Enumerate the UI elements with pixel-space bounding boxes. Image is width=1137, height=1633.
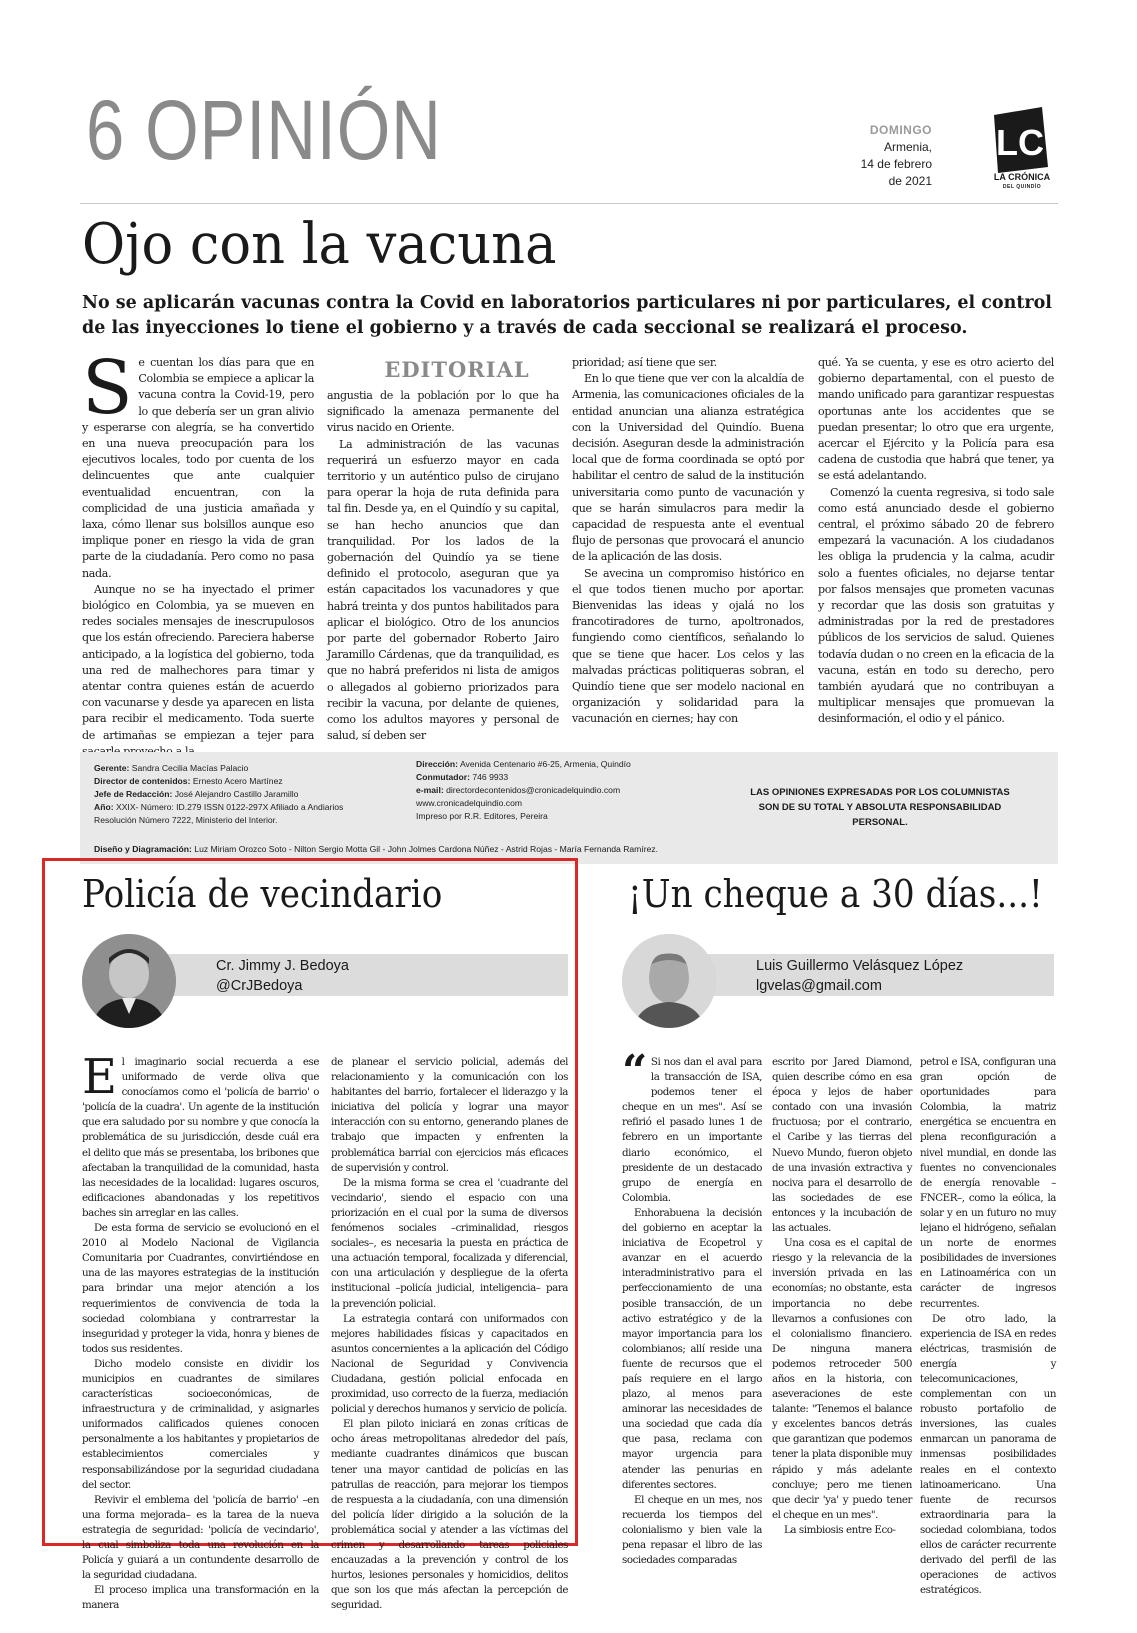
column-left-handle: @CrJBedoya <box>216 978 303 994</box>
column-right-text-2: escrito por Jared Diamond, quien describe cómo en esa época y lejos de haber contado con una invasión fructuosa; por el contrario, el Caribe y las tierras del Nuevo Mundo, fueron objeto de una invasión extractiva y nociva para el desarrollo de las sociedades de ese entonces y la incubación de las actuales. Una cosa es el capital de riesgo y la relevancia de la inversión privada en las economías; no obstante, esta importancia no debe llevarnos a confusiones con el colonialismo financiero. De ninguna manera podemos retroceder 500 años en la historia, con aseveraciones de este talante: "Tenemos el balance y excelentes bancos detrás que garantizan que podemos tener la plata disponible muy rápido y más adelante concluye; pero me tienen que decir 'ya' y puedo tener el cheque en un mes". La simbiosis entre Eco- <box>772 1056 912 1536</box>
editorial-deck: No se aplicarán vacunas contra la Covid en laboratorios particulares ni por particulares, el control de las inyecciones lo tiene el gobierno y a través de cada seccional se realizará el proceso. <box>82 293 1052 338</box>
editorial-column-3: prioridad; así tiene que ser. En lo que tiene que ver con la alcaldía de Armenia, las comunicaciones oficiales de la entidad anuncian una alianza estratégica con la Universidad del Quindío. Buena decisión. Aseguran desde la administración local que de forma coordinada se optó por habilitar el centro de salud de la institución universitaria como punto de vacunación y que se harán simulacros para medir la capacidad de respuesta ante el eventual flujo de personas que provocará el anuncio de la aplicación de las dosis. Se avecina un compromiso histórico en el que todos tienen mucho por aportar. Bienvenidas las ideas y ojalá no los francotiradores de turno, apoltronados, fungiendo como científicos, señalando lo que se tiene que hacer. Los celos y las malvadas prácticas politiqueras sobran, el Quindío tiene que ser modelo nacional en organización y solidaridad para la vacunación en ciernes; hay con <box>572 356 804 726</box>
editorial-headline: Ojo con la vacuna <box>82 212 557 277</box>
masthead-box <box>80 752 1058 864</box>
column-right-text-3: petrol e ISA, configuran una gran opción de oportunidades para Colombia, la matriz energética se encuentra en plena reconfiguración a nivel mundial, en donde las fuentes no convencionales de energía renovable –FNCER–, como la eólica, la solar y en un futuro no muy lejano el hidrógeno, señalan un norte de enormes posibilidades de inversiones en Latinoamérica con un carácter de ingresos recurrentes. De otro lado, la experiencia de ISA en redes eléctricas, trasmisión de energía y telecomunicaciones, complementan con un robusto portafolio de inversiones, las cuales enmarcan un panorama de inmensas posibilidades reales en el contexto latinoamericano. Una fuente de recursos extraordinaria para la sociedad colombiana, todos ellos de carácter recurrente derivado del perfil de las operaciones de activos estratégicos. <box>920 1056 1056 1597</box>
dateline-city: Armenia, <box>883 140 932 154</box>
dateline-year: de 2021 <box>888 174 932 188</box>
page-section-title <box>86 82 442 179</box>
section-name: OPINIÓN <box>145 83 442 177</box>
column-right-title: ¡Un cheque a 30 días...! <box>628 872 1043 916</box>
masthead-staff: Gerente: Sandra Cecilia Macías Palacio Director de contenidos: Ernesto Acero Martínez Jefe de Redacción: José Alejandro Castillo Jaramillo Año: XXIX- Número: ID.279 ISSN 0122-297X Afiliado a Andiarios Resolución Número 7222, Ministerio del Interior. <box>94 763 344 825</box>
column-right-text-1: “ Si nos dan el aval para la transacción de ISA, podemos tener el cheque en un mes". Así se refirió el pasado lunes 1 de febrero en un importante diario económico, el presidente de un destacado grupo de energía en Colombia. Enhorabuena la decisión del gobierno en aceptar la iniciativa de Ecopetrol y avanzar en el acuerdo interadministrativo para el perfeccionamiento de una posible transacción, de un activo estratégico y de la mayor importancia para los colombianos; allí reside una fuente de recursos que el país requiere en el largo plazo, al menos para aminorar las necesidades de una sociedad que cada día que pasa, reclama con mayor urgencia para atender las penurias en diferentes sectores. El cheque en un mes, nos recuerda los tiempos del colonialismo y bien vale la pena repasar el libro de las sociedades comparadas <box>622 1046 762 1567</box>
editorial-dropcap: S <box>82 345 133 431</box>
author-portrait-icon <box>82 934 176 1028</box>
dateline-date: 14 de febrero <box>860 157 932 171</box>
column-left-byline-bar <box>140 954 568 996</box>
dateline <box>822 122 932 190</box>
column-left-text-1: El imaginario social recuerda a ese uniformado de verde oliva que conocíamos como el 'policía de barrio' o 'policía de la cuadra'. Un agente de la institución que era saludado por su nombre y que conocía la problemática de su jurisdicción, desde cuál era el delito que más se presentaba, los bribones que afectaban la tranquilidad de la comunidad, hasta las necesidades de la localidad: lugares oscuros, edificaciones abandonadas y los repetitivos baches sin arreglar en las calles. De esta forma de servicio se evolucionó en el 2010 al Modelo Nacional de Vigilancia Comunitaria por Cuadrantes, convirtiéndose en una de las mayores estrategias de la institución para brindar una mejor atención a los requerimientos de convivencia de toda la sociedad colombiana y contrarrestar la inseguridad y proteger la vida, honra y bienes de todos sus residentes. Dicho modelo consiste en dividir los municipios en cuadrantes de similares características socioeconómicas, de infraestructura y de criminalidad, y asignarles uniformados calificados quienes conocen personalmente a los habitantes y propietarios de establecimientos comerciales y responsabilizándose por la seguridad ciudadana del sector. Revivir el emblema del 'policía de barrio' –en una forma mejorada– es la tarea de la nueva estrategia de seguridad: 'policía de vecindario', la cual simboliza toda una revolución en la Policía y guiará a un contundente desarrollo de la seguridad ciudadana. El proceso implica una transformación en la manera <box>82 1049 319 1612</box>
editorial-column-1: Se cuentan los días para que en Colombia se empiece a aplicar la vacuna contra la Covid-19, pero lo que debería ser un gran alivio y esperarse con alegría, se ha convertido en una nueva preocupación para los ejecutivos locales, todo por cuenta de los delincuentes que ante cualquier eventualidad encuentran, con la complicidad de una justicia amañada y laxa, cómo llenar sus bolsillos aunque eso implique poner en riesgo la vida de gran parte de la ciudadanía. Pero como no pasa nada. Aunque no se ha inyectado el primer biológico en Colombia, ya se mueven en redes sociales mensajes de inescrupulosos que los están ofreciendo. Pareciera haberse anticipado, a la logística del gobierno, toda una red de malhechores para timar y atentar contra quienes están de acuerdo con vacunarse y desde ya aparecen en lista para recibir el medicamento. Toda suerte de artimañas se empiezan a tejer para <box>82 345 314 742</box>
logo-name: LA CRÓNICA DEL QUINDÍO <box>993 172 1051 190</box>
column-left-author-block <box>216 956 349 996</box>
page-number: 6 <box>86 83 126 177</box>
avatar <box>622 934 716 1028</box>
editorial-label: EDITORIAL <box>384 357 530 382</box>
column-right-email: lgvelas@gmail.com <box>756 978 882 994</box>
dateline-day: DOMINGO <box>869 123 932 137</box>
masthead-contact: Dirección: Avenida Centenario #6-25, Armenia, Quindío Conmutador: 746 9933 e-mail: directordecontenidos@cronicadelquindio.com www.cronicadelquindio.com Impreso por R.R. Editores, Pereira <box>416 759 631 821</box>
column-left-dropcap: E <box>82 1049 117 1105</box>
avatar <box>82 934 176 1028</box>
header-rule <box>80 203 1058 204</box>
masthead-credits: Diseño y Diagramación: Luz Miriam Orozco Soto - Nilton Sergio Motta Gil - John Jolmes Cardona Núñez - Astrid Rojas - María Fernanda Ramírez. <box>94 844 659 854</box>
editorial-column-4: qué. Ya se cuenta, y ese es otro acierto del gobierno departamental, con el puesto de mando unificado para garantizar respuestas oportunas ante los accidentes que se puedan presentar; lo otro que era urgente, acercar el Ejército y la Policía para esa cadena de custodia que habrá que tener, ya se está adelantando. Comenzó la cuenta regresiva, si todo sale como está anunciado desde el gobierno central, el próximo sábado 20 de febrero empezará la vacunación. A los ciudadanos les obliga la prudencia y la calma, acudir solo a fuentes oficiales, no dejarse tentar por falsos mensajes que prometen vacunas y recordar que las dosis son gratuitas y administradas por la red de prestadores públicos de los servicios de salud. Quienes todavía dudan o no creen en la eficacia de la vacuna, están en todo su derecho, pero también ayudará que no contribuyan a multiplicar mensajes que promuevan la desinformación, el odio y el pánico. <box>818 356 1054 726</box>
logo-letters: LC <box>996 122 1044 163</box>
author-portrait-icon <box>622 934 716 1028</box>
column-right-author-block <box>756 956 963 996</box>
newspaper-logo <box>990 105 1052 175</box>
column-left-author: Cr. Jimmy J. Bedoya <box>216 958 349 974</box>
masthead-disclaimer: LAS OPINIONES EXPRESADAS POR LOS COLUMNISTAS SON DE SU TOTAL Y ABSOLUTA RESPONSABILIDAD PERSONAL. <box>750 787 1010 828</box>
quote-mark-icon: “ <box>622 1046 647 1097</box>
editorial-column-2: angustia de la población por lo que ha significado la amenaza permanente del virus nacido en Oriente. La administración de las vacunas requerirá un esfuerzo mayor en cada territorio y un auténtico pulso de cirujano para operar la hoja de ruta definida para tal fin. Desde ya, en el Quindío y su capital, se han hecho anuncios que dan tranquilidad. Por los lados de la gobernación del Quindío ya se tiene definido el protocolo, aseguran que ya están capacitados los vacunadores y que habrá treinta y dos puntos habilitados para aplicar el biológico. Otro de los anuncios por parte del gobernador Roberto Jairo Jaramillo Cárdenas, que da tranquilidad, es que no habrá preferidos ni lista de amigos o allegados al gobierno priorizados para recibir la vacuna, por delante de quienes, como los adultos mayores y personal de salud, sí deben ser <box>327 389 559 743</box>
column-left-title: Policía de vecindario <box>82 872 443 916</box>
column-right-author: Luis Guillermo Velásquez López <box>756 958 964 974</box>
column-left-text-2: de planear el servicio policial, además del relacionamiento y la comunicación con los habitantes del barrio, fortalecer el liderazgo y la iniciativa del policía y lograr una mayor interacción con su entorno, generando planes de trabajo que impacten y enfrenten la problemática barrial con ejercicios más eficaces de supervisión y control. De la misma forma se crea el 'cuadrante del vecindario', siendo el espacio con una priorización en el cual por la suma de diversos fenómenos sociales –criminalidad, riesgos sociales–, es necesaria la puesta en práctica de una actuación temporal, focalizada y diferencial, con una articulación y despliegue de la oferta institucional –policía judicial, inteligencia– para la prevención policial. La estrategia contará con uniformados con mejores habilidades físicas y capacitados en asuntos concernientes a la aplicación del Código Nacional de Seguridad y Convivencia Ciudadana, gestión policial enfocada en proximidad, uso correcto de la fuerza, mediación policial y derechos humanos y servicio de policía. El plan piloto iniciará en zonas críticas de ocho áreas metropolitanas alrededor del país, mediante cuadrantes dinámicos que buscan tener una mayor cantidad de policías en las patrullas de reacción, para mejorar los tiempos de respuesta a la ciudadanía, con una dimensión del policía líder dirigido a la solución de la problemática social y atender a las víctimas del crimen y desarrollando tareas policiales encauzadas a la prevención y control de los hurtos, lesiones personales y homicidios, delitos que son los que más afectan la percepción de seguridad. <box>331 1056 568 1612</box>
